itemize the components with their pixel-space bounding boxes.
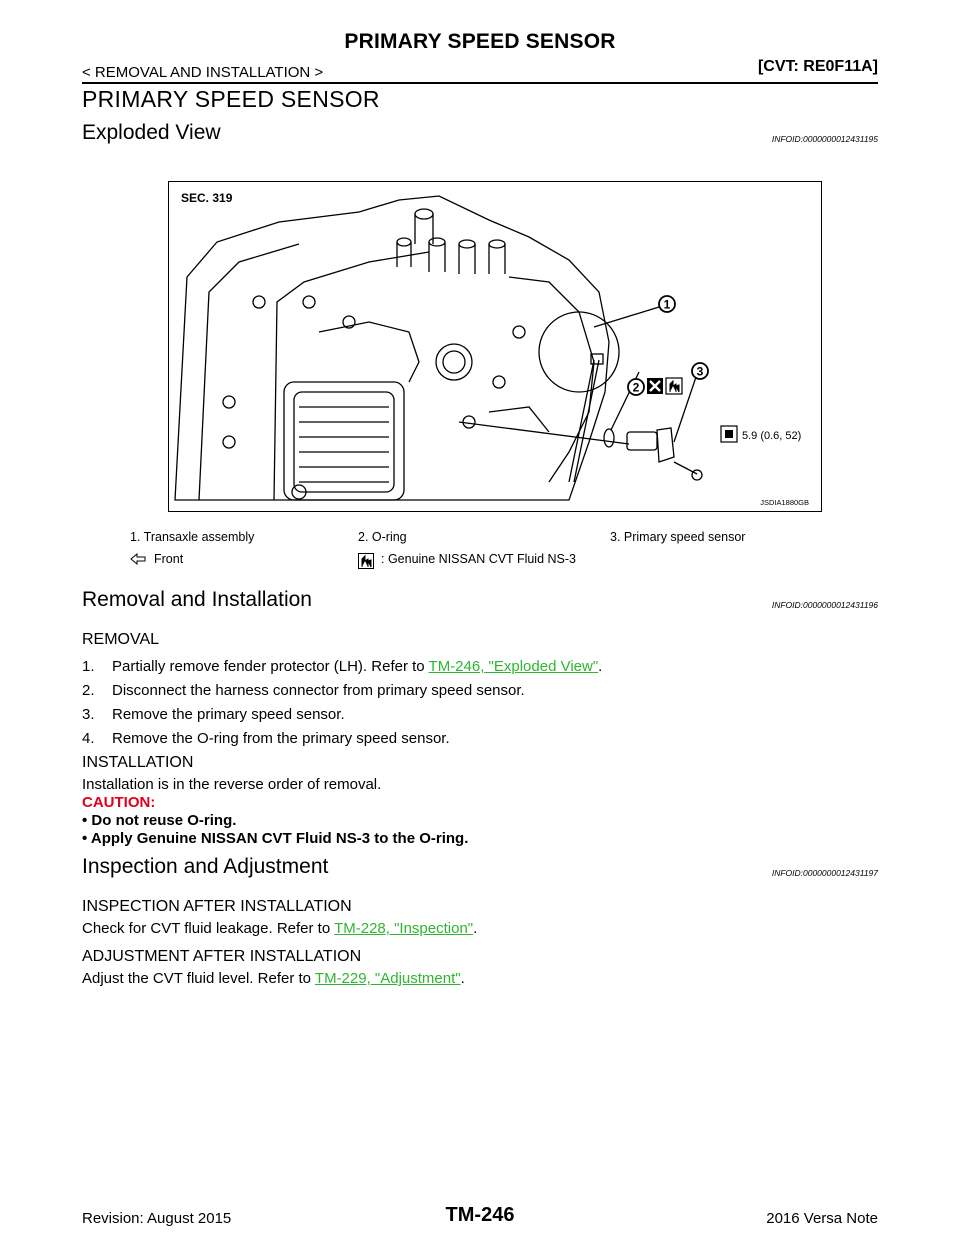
inspection-after-heading: INSPECTION AFTER INSTALLATION (82, 898, 352, 915)
legend-item-2: 2. O-ring (358, 530, 407, 544)
svg-text:2: 2 (632, 380, 640, 395)
header-model: [CVT: RE0F11A] (757, 58, 878, 75)
callout-2 (628, 379, 644, 395)
do-not-reuse-icon (647, 378, 663, 394)
fluid-icon (666, 378, 682, 394)
removal-step-2: 2. Disconnect the harness connector from primary speed sensor. (82, 682, 525, 699)
caution-item-1: • Do not reuse O-ring. (82, 812, 237, 829)
footer-page-number: TM-246 (445, 1204, 515, 1226)
legend-fluid: : Genuine NISSAN CVT Fluid NS-3 (381, 552, 576, 566)
legend-item-3: 3. Primary speed sensor (610, 530, 746, 544)
exploded-view-infoid: INFOID:0000000012431195 (771, 134, 878, 144)
header-title: PRIMARY SPEED SENSOR (344, 30, 616, 53)
adjustment-text: Adjust the CVT fluid level. Refer to TM-229, "Adjustment". (82, 970, 465, 987)
inspection-after-text: Check for CVT fluid leakage. Refer to TM-228, "Inspection". (82, 920, 478, 937)
removal-heading: REMOVAL (82, 631, 160, 648)
installation-heading: INSTALLATION (82, 754, 194, 771)
svg-text:1: 1 (663, 297, 671, 312)
removal-step-4: 4. Remove the O-ring from the primary speed sensor. (82, 730, 450, 747)
exploded-view-figure (168, 181, 822, 512)
caution-label: CAUTION: (82, 794, 156, 811)
removal-step-1: 1. Partially remove fender protector (LH). Refer to TM-246, "Exploded View". (82, 658, 603, 675)
figure-id: JSDIA1880GB (760, 498, 809, 507)
removal-installation-heading: Removal and Installation (82, 588, 312, 611)
exploded-view-heading: Exploded View (82, 121, 221, 144)
adjustment-heading: ADJUSTMENT AFTER INSTALLATION (82, 948, 362, 965)
front-arrow-icon (130, 552, 146, 570)
legend-front: Front (154, 552, 184, 566)
footer-vehicle: 2016 Versa Note (766, 1210, 878, 1227)
caution-item-2: • Apply Genuine NISSAN CVT Fluid NS-3 to the O-ring. (82, 830, 469, 847)
header-divider (82, 82, 878, 84)
legend-fluid-icon (358, 553, 374, 574)
link-tm-246[interactable]: TM-246, "Exploded View" (428, 658, 599, 675)
inspection-heading: Inspection and Adjustment (82, 855, 329, 878)
svg-text:3: 3 (696, 364, 704, 379)
transaxle-illustration (169, 182, 821, 511)
removal-step-3: 3. Remove the primary speed sensor. (82, 706, 345, 723)
footer-revision: Revision: August 2015 (82, 1210, 232, 1227)
header-section: < REMOVAL AND INSTALLATION > (82, 64, 324, 81)
legend-item-1: 1. Transaxle assembly (130, 530, 255, 544)
torque-value: 5.9 (0.6, 52) (742, 430, 802, 442)
link-tm-228[interactable]: TM-228, "Inspection" (334, 920, 474, 937)
link-tm-229[interactable]: TM-229, "Adjustment" (314, 970, 461, 987)
callout-1 (659, 296, 675, 312)
torque-icon (721, 426, 737, 442)
removal-installation-infoid: INFOID:0000000012431196 (771, 600, 878, 610)
callout-3 (692, 363, 708, 379)
page-title: PRIMARY SPEED SENSOR (82, 86, 380, 112)
sec-label: SEC. 319 (181, 191, 233, 205)
inspection-infoid: INFOID:0000000012431197 (771, 868, 878, 878)
installation-text: Installation is in the reverse order of removal. (82, 776, 382, 793)
